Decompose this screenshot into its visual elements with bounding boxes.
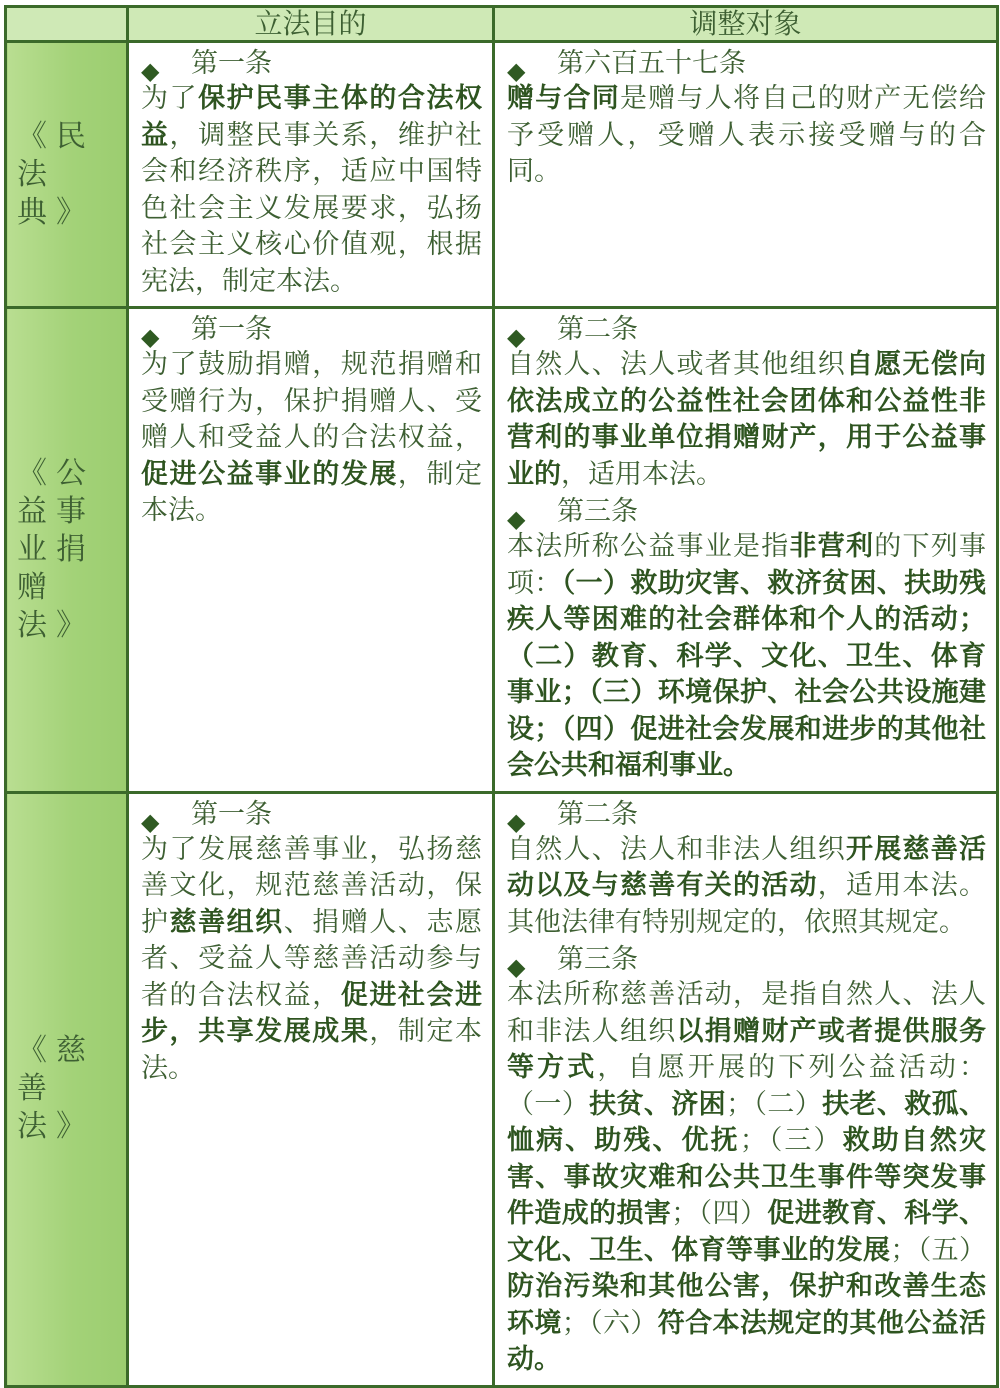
law-name: 《公益事业捐赠法》 bbox=[17, 455, 95, 643]
article-heading bbox=[507, 943, 986, 977]
law-comparison-table bbox=[4, 5, 999, 1388]
purpose-cell bbox=[128, 308, 494, 793]
article-text: 为了发展慈善事业，弘扬慈善文化，规范慈善活动，保护慈善组织、捐赠人、志愿者、受益人等慈善活动参与者的合法权益，促进社会进步，共享发展成果，制定本法。 bbox=[141, 833, 483, 1084]
diamond-bullet-icon bbox=[507, 495, 557, 529]
article-number: 第二条 bbox=[557, 314, 638, 345]
law-name-cell bbox=[6, 792, 128, 1386]
law-name: 《慈善法》 bbox=[17, 1033, 95, 1144]
diamond-bullet-icon bbox=[507, 943, 557, 977]
header-purpose: 立法目的 bbox=[128, 7, 494, 42]
article-number: 第三条 bbox=[557, 944, 638, 975]
article-number: 第一条 bbox=[191, 48, 272, 79]
article-number: 第三条 bbox=[557, 496, 638, 527]
law-name-cell bbox=[6, 308, 128, 793]
diamond-bullet-icon bbox=[507, 798, 557, 832]
header-row bbox=[6, 7, 998, 42]
article-text: 本法所称慈善活动，是指自然人、法人和非法人组织以捐赠财产或者提供服务等方式，自愿开展的下列公益活动：（一）扶贫、济困；（二）扶老、救孤、恤病、助残、优抚；（三）救助自然灾害、事故灾难和公共卫生事件等突发事件造成的损害；（四）促进教育、科学、文化、卫生、体育等事业的发展；（五）防治污染和其他公害，保护和改善生态环境；（六）符合本法规定的其他公益活动。 bbox=[507, 979, 987, 1375]
article-text: 为了保护民事主体的合法权益，调整民事关系，维护社会和经济秩序，适应中国特色社会主义发展要求，弘扬社会主义核心价值观，根据宪法，制定本法。 bbox=[141, 83, 483, 297]
article-heading bbox=[507, 798, 986, 832]
purpose-cell bbox=[128, 42, 494, 308]
article-heading bbox=[507, 495, 986, 529]
table-row bbox=[6, 308, 998, 793]
table-body bbox=[6, 42, 998, 1387]
header-corner bbox=[6, 7, 128, 42]
article-number: 第六百五十七条 bbox=[557, 48, 746, 79]
article-text: 为了鼓励捐赠，规范捐赠和受赠行为，保护捐赠人、受赠人和受益人的合法权益，促进公益事业的发展，制定本法。 bbox=[141, 349, 483, 526]
article-number: 第一条 bbox=[191, 798, 272, 830]
article-heading bbox=[507, 313, 986, 347]
purpose-cell bbox=[128, 792, 494, 1386]
article-number: 第二条 bbox=[557, 798, 638, 830]
diamond-bullet-icon bbox=[141, 798, 191, 832]
article-text: 赠与合同是赠与人将自己的财产无偿给予受赠人，受赠人表示接受赠与的合同。 bbox=[507, 83, 986, 187]
diamond-bullet-icon bbox=[141, 47, 191, 81]
article-heading bbox=[507, 47, 986, 81]
scope-cell bbox=[494, 308, 998, 793]
table-row bbox=[6, 42, 998, 308]
law-name-cell bbox=[6, 42, 128, 308]
scope-cell bbox=[494, 792, 998, 1386]
diamond-bullet-icon bbox=[507, 47, 557, 81]
diamond-bullet-icon bbox=[507, 313, 557, 347]
scope-cell bbox=[494, 42, 998, 308]
diamond-bullet-icon bbox=[141, 313, 191, 347]
table-row bbox=[6, 792, 998, 1386]
article-number: 第一条 bbox=[191, 314, 272, 345]
article-text: 本法所称公益事业是指非营利的下列事项：（一）救助灾害、救济贫困、扶助残疾人等困难的社会群体和个人的活动；（二）教育、科学、文化、卫生、体育事业；（三）环境保护、社会公共设施建设；（四）促进社会发展和进步的其他社会公共和福利事业。 bbox=[507, 531, 987, 781]
article-heading bbox=[141, 47, 482, 81]
law-name: 《民法典》 bbox=[17, 118, 95, 230]
article-heading bbox=[141, 313, 482, 347]
header-scope: 调整对象 bbox=[494, 7, 998, 42]
article-text: 自然人、法人和非法人组织开展慈善活动以及与慈善有关的活动，适用本法。其他法律有特别规定的，依照其规定。 bbox=[507, 833, 986, 938]
article-text: 自然人、法人或者其他组织自愿无偿向依法成立的公益性社会团体和公益性非营利的事业单位捐赠财产，用于公益事业的，适用本法。 bbox=[507, 349, 986, 490]
article-heading bbox=[141, 798, 482, 832]
